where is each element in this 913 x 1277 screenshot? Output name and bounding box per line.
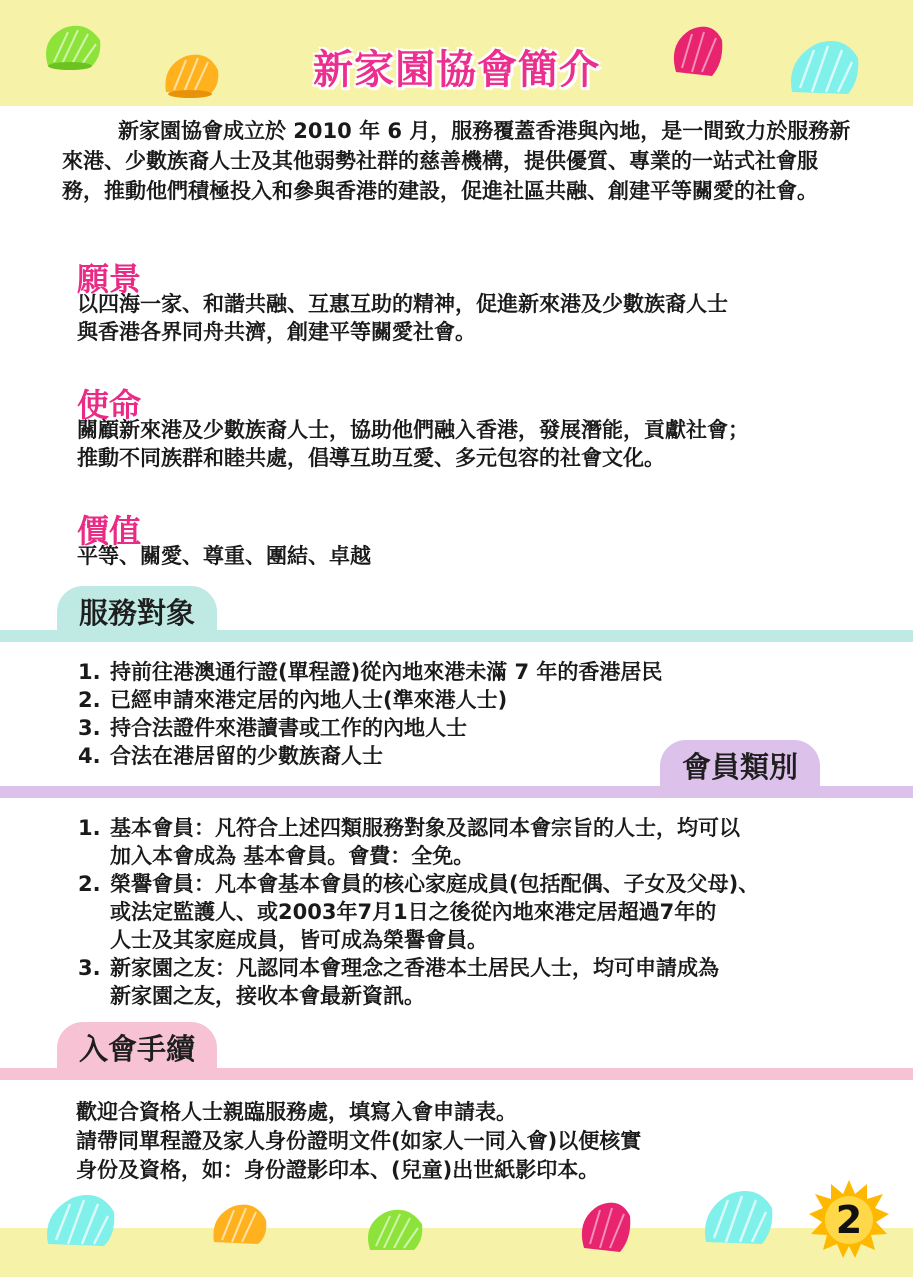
values-text: 平等、關愛、尊重、團結、卓越 [77,544,371,568]
mission-line: 關顧新來港及少數族裔人士，協助他們融入香港，發展潛能，貢獻社會； [77,418,749,442]
joining-heading: 入會手續 [57,1022,217,1072]
list-item: 4. 合法在港居留的少數族裔人士 [78,744,383,768]
mission-text [77,416,867,472]
list-item: 3. 新家園之友：凡認同本會理念之香港本土居民人士，均可申請成為 新家園之友，接收本會最新資訊。 [78,956,719,1008]
vision-text [77,290,867,346]
page-number: 2 [835,1198,863,1242]
list-item: 3. 持合法證件來港讀書或工作的內地人士 [78,716,467,740]
mission-heading: 使命 [77,386,142,424]
page-title: 新家園協會簡介 [313,47,600,93]
shell-cyan-icon [700,1186,776,1250]
footer-band [0,1228,913,1277]
shell-cyan-icon [42,1190,118,1252]
list-item: 2. 榮譽會員：凡本會基本會員的核心家庭成員(包括配偶、子女及父母)、 或法定監護人、或2003年7月1日之後從內地來港定居超過7年的 人士及其家庭成員，皆可成為榮譽會員。 [78,872,760,952]
list-item: 1. 持前往港澳通行證(單程證)從內地來港未滿 7 年的香港居民 [78,660,663,684]
joining-line: 歡迎合資格人士親臨服務處，填寫入會申請表。 [76,1100,517,1124]
vision-line: 以四海一家、和諧共融、互惠互助的精神，促進新來港及少數族裔人士 [77,292,728,316]
shell-magenta-icon [576,1198,634,1258]
list-item: 1. 基本會員：凡符合上述四類服務對象及認同本會宗旨的人士，均可以 加入本會成為 基本會員。會費：全免。 [78,816,740,868]
joining-line: 請帶同單程證及家人身份證明文件(如家人一同入會)以便核實 [76,1129,642,1153]
service-targets-heading: 服務對象 [57,586,217,636]
intro-paragraph: 新家園協會成立於 2010 年 6 月，服務覆蓋香港與內地，是一間致力於服務新來港、少數族裔人士及其他弱勢社群的慈善機構，提供優質、專業的一站式社會服務，推動他們積極投入和參與香港的建設，促進社區共融、創建平等關愛的社會。 [62,119,851,203]
mission-line: 推動不同族群和睦共處，倡導互助互愛、多元包容的社會文化。 [77,446,665,470]
joining-line: 身份及資格，如：身份證影印本、(兒童)出世紙影印本。 [76,1158,600,1182]
vision-line: 與香港各界同舟共濟，創建平等關愛社會。 [77,320,476,344]
values-heading: 價值 [77,512,142,550]
shell-green-icon [362,1206,426,1256]
shell-orange-icon [208,1200,270,1250]
membership-heading: 會員類別 [660,740,820,790]
vision-heading: 願景 [77,260,142,298]
list-item: 2. 已經申請來港定居的內地人士(準來港人士) [78,688,508,712]
membership-list [78,814,868,1010]
joining-text [76,1098,866,1185]
